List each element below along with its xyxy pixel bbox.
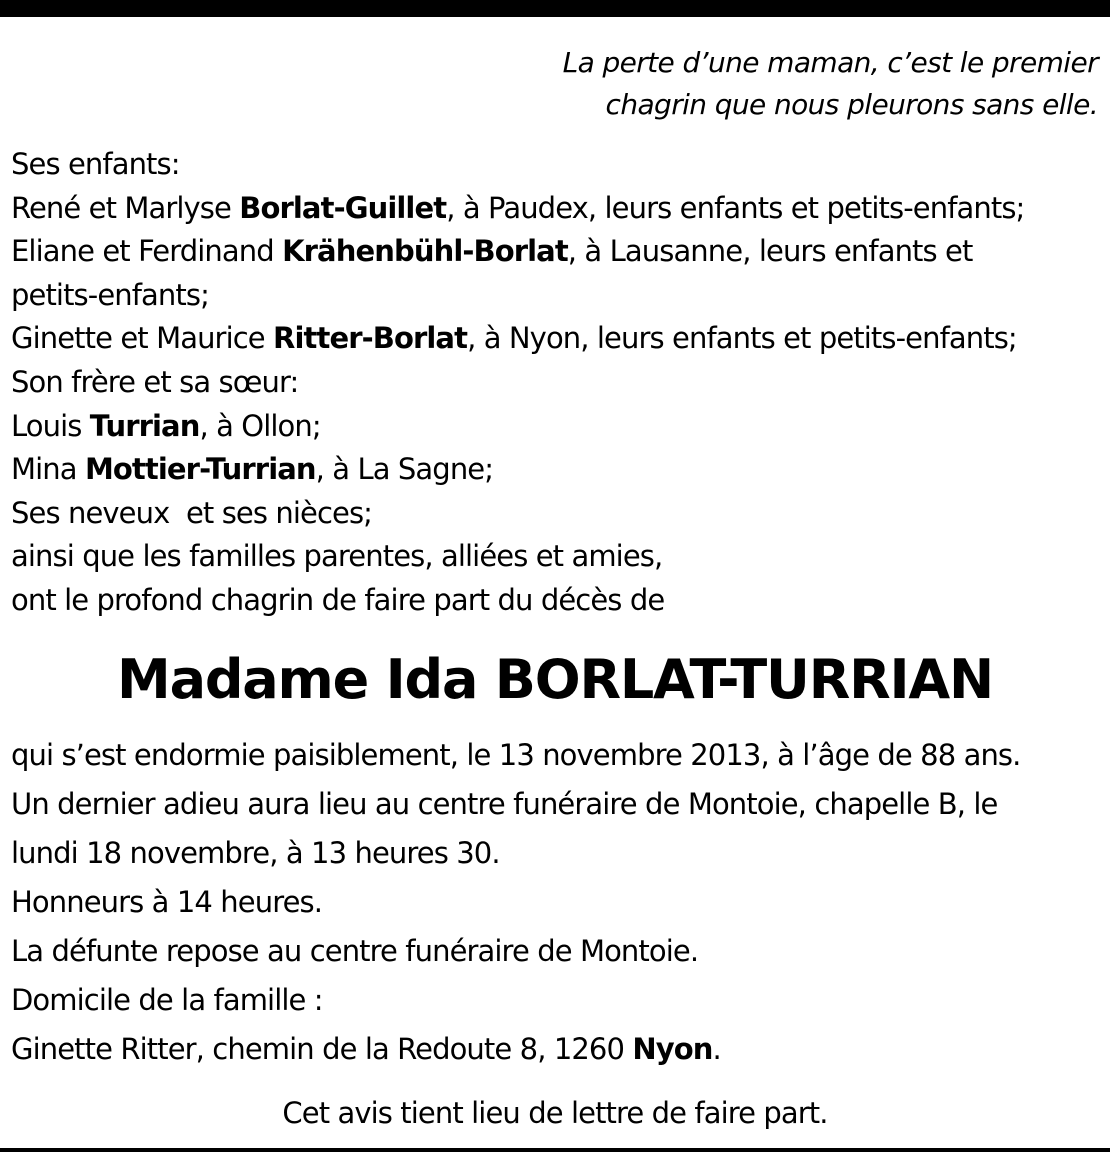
entry-suffix: , à Lausanne, leurs enfants et	[567, 234, 973, 269]
family-surname: Mottier-Turrian	[84, 452, 316, 487]
family-entry	[11, 317, 1101, 361]
announcement-line: ont le profond chagrin de faire part du décès de	[11, 582, 665, 617]
family-entry	[11, 405, 1101, 449]
family-surname: Krähenbühl-Borlat	[282, 234, 568, 269]
top-border-rule	[0, 0, 1110, 17]
family-surname: Turrian	[89, 408, 200, 443]
family-address	[11, 1025, 1101, 1074]
footer-note: Cet avis tient lieu de lettre de faire part.	[282, 1096, 828, 1130]
family-surname: Ritter-Borlat	[273, 321, 468, 356]
family-surname: Borlat-Guillet	[239, 190, 447, 225]
family-entry-continuation: petits-enfants;	[11, 277, 209, 312]
detail-line: Un dernier adieu aura lieu au centre funéraire de Montoie, chapelle B, le	[11, 787, 998, 821]
detail-line: qui s’est endormie paisiblement, le 13 novembre 2013, à l’âge de 88 ans.	[11, 738, 1021, 772]
siblings-heading: Son frère et sa sœur:	[11, 364, 299, 399]
families-line: ainsi que les familles parentes, alliées et amies,	[11, 539, 663, 574]
address-city: Nyon	[632, 1032, 713, 1066]
entry-suffix: , à Ollon;	[199, 408, 321, 443]
address-text: Ginette Ritter, chemin de la Redoute 8, 1260	[11, 1032, 633, 1066]
detail-line: lundi 18 novembre, à 13 heures 30.	[11, 836, 500, 870]
entry-prefix: Louis	[11, 408, 90, 443]
entry-suffix: , à Nyon, leurs enfants et petits-enfants;	[467, 321, 1017, 356]
address-end: .	[712, 1032, 721, 1066]
ceremony-details	[11, 731, 1101, 1074]
entry-prefix: Eliane et Ferdinand	[11, 234, 283, 269]
entry-prefix: Ginette et Maurice	[11, 321, 274, 356]
bottom-border-rule	[0, 1148, 1110, 1152]
entry-suffix: , à La Sagne;	[315, 452, 494, 487]
entry-suffix: , à Paudex, leurs enfants et petits-enfants;	[446, 190, 1025, 225]
epigraph-line: chagrin que nous pleurons sans elle.	[605, 88, 1098, 121]
nephews-line: Ses neveux et ses nièces;	[11, 495, 373, 530]
deceased-name: Madame Ida BORLAT-TURRIAN	[117, 648, 993, 711]
detail-line: La défunte repose au centre funéraire de Montoie.	[11, 934, 699, 968]
children-heading: Ses enfants:	[11, 147, 180, 181]
entry-prefix: Mina	[11, 452, 85, 487]
family-entry	[11, 230, 1101, 274]
epigraph-quote	[563, 42, 1098, 126]
epigraph-line: La perte d’une maman, c’est le premier	[562, 46, 1098, 79]
family-list	[11, 143, 1101, 623]
family-entry	[11, 448, 1101, 492]
detail-line: Domicile de la famille :	[11, 983, 323, 1017]
family-entry	[11, 187, 1101, 231]
entry-prefix: René et Marlyse	[11, 190, 240, 225]
detail-line: Honneurs à 14 heures.	[11, 885, 323, 919]
